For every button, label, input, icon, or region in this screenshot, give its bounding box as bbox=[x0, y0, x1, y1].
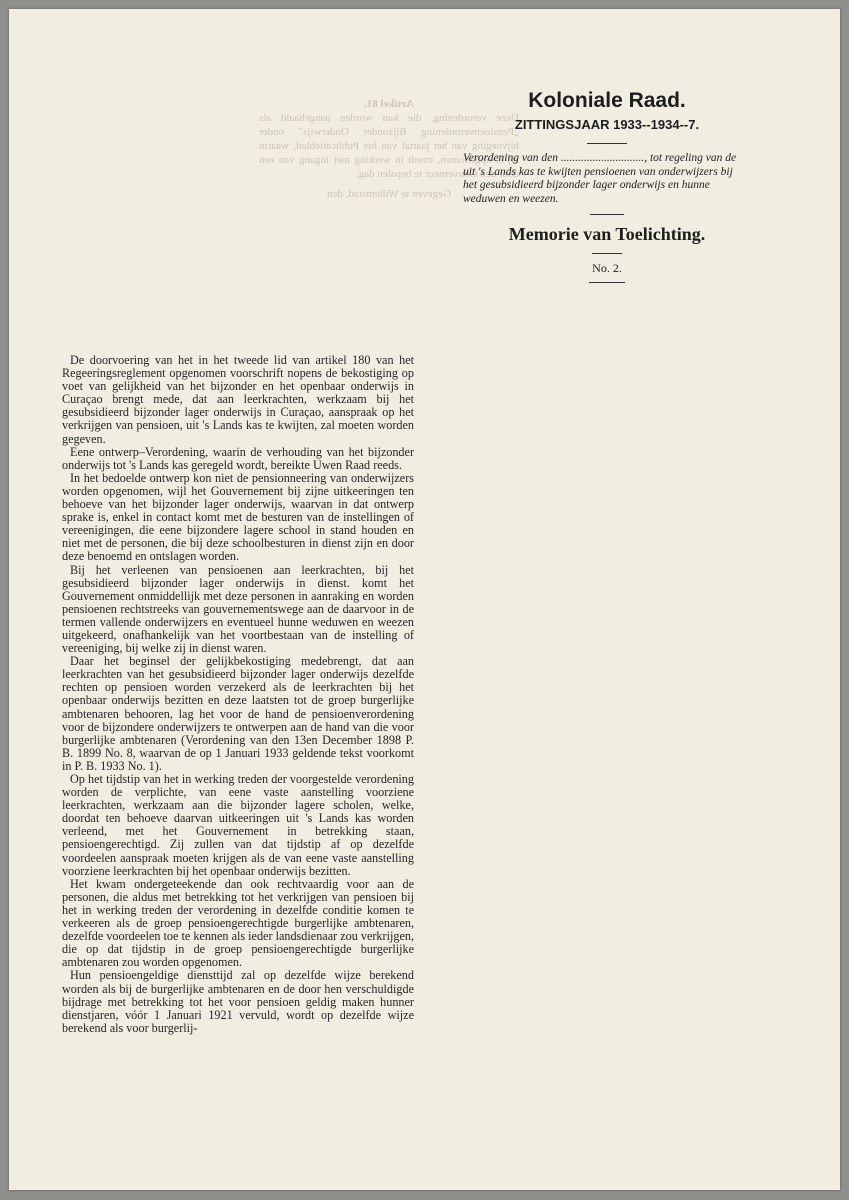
paragraph: Hun pensioengeldige diensttijd zal op dezelfde wijze berekend worden als bij de burgerlijke ambtenaren en de door hen verschuldigde bijdrage met betrekking tot het voor pensioen geldig maken hunner dienstjaren, vóór 1 Januari 1921 vervuld, wordt op dezelfde wijze berekend als voor burgerlij- bbox=[62, 968, 414, 1035]
paragraph: Daar het beginsel der gelijkbekostiging medebrengt, dat aan leerkrachten van het gesubsidieerd bijzonder lager onderwijs dezelfde rechten op pensioen worden verzekerd als de leerkrachten bij het openbaar onderwijs bezitten en deze laatsten tot de groep burgerlijke ambtenaren behooren, lag het voor de hand de pensioenverordening voor de bijzondere onderwijzers te ontwerpen aan de hand van die voor burgerlijke ambtenaren (Verordening van den 13en December 1898 P. B. 1899 No. 8, waarvan de op 1 Januari 1933 geldende tekst voorkomt in P. B. 1933 No. 1). bbox=[62, 654, 414, 773]
ordinance-subject: Verordening van den ............................., tot regeling van de uit 's Lands kas te kwijten pensioenen van onderwijzers bij het gesubsidieerd bijzonder lager onderwijs en hunne weduwen en weezen. bbox=[463, 152, 737, 205]
bleed-through-closing: Gegeven te Willemstad, den bbox=[327, 188, 451, 200]
document-number: No. 2. bbox=[592, 261, 622, 275]
document-page bbox=[9, 9, 840, 1190]
session-year: ZITTINGSJAAR 1933--1934--7. bbox=[514, 117, 700, 132]
paragraph: In het bedoelde ontwerp kon niet de pensionneering van onderwijzers worden opgenomen, wijl het Gouvernement bij zijne uitkeeringen ten behoeve van het bijzonder lager onderwijs, waarvan in dat ontwerp sprake is, enkel in contact komt met de besturen van de instellingen of vereenigingen, die eene bijzondere lagere school in stand houden en niet met de personen, die bij deze schoolbesturen in dienst zijn en door deze benoemd en ontslagen worden. bbox=[62, 470, 414, 564]
divider bbox=[587, 143, 627, 144]
document-header bbox=[457, 89, 757, 283]
memorie-heading: Memorie van Toelichting. bbox=[508, 224, 706, 244]
council-title: Koloniale Raad. bbox=[528, 89, 686, 112]
paragraph: Eene ontwerp–Verordening, waarin de verhouding van het bijzonder onderwijs tot 's Lands kas geregeld wordt, bereikte Uwen Raad reeds. bbox=[62, 444, 414, 472]
body-text bbox=[62, 354, 414, 1035]
divider bbox=[590, 214, 624, 215]
paragraph: Bij het verleenen van pensioenen aan leerkrachten, bij het gesubsidieerd bijzonder lager onderwijs in dienst. komt het Gouvernement onmiddellijk met deze personen in aanraking en worden pensioenen rechtstreeks van gouvernementswege aan de daarvoor in de termen vallende onderwijzers en eventueel hunne weduwen en weezen uitgekeerd, onafhankelijk van het voortbestaan van de instelling of vereeniging, bij welke zij in dienst waren. bbox=[62, 562, 414, 656]
paragraph: De doorvoering van het in het tweede lid van artikel 180 van het Regeeringsreglement opgenomen voorschrift nopens de bekostiging op voet van gelijkheid van het bijzonder en het openbaar onderwijs in Curaçao brengt mede, dat aan leerkrachten, werkzaam bij het gesubsidieerd bijzonder lager onderwijs in Curaçao, aanspraak op het verkrijgen van pensioen, uit 's Lands kas te kwijten, zal moeten worden gegeven. bbox=[62, 353, 414, 446]
divider bbox=[589, 282, 625, 283]
paragraph: Op het tijdstip van het in werking treden der voorgestelde verordening worden de verplichte, van eene vaste aanstelling voorziene leerkrachten, werkzaam aan die bijzonder lagere scholen, welke, doordat ten behoeve daarvan uitkeeringen uit 's Lands kas worden verleend, met het Gouvernement in betrekking staan, pensioengerechtigd. Zij zullen van dat tijdstip af op dezelfde voordeelen aanspraak moeten krijgen als de van eene vaste aanstelling voorziene leerkrachten bij het openbaar onderwijs bezitten. bbox=[62, 772, 414, 878]
paragraph: Het kwam ondergeteekende dan ook rechtvaardig voor aan de personen, die aldus met betrekking tot het verkrijgen van pensioen bij het in werking treden der verordening in dezelfde conditie komen te verkeeren als de groep pensioengerechtigde burgerlijke ambtenaren, dezelfde voordeelen toe te kennen als ieder landsdienaar zou verkrijgen, die op dat tijdstip in de groep pensioengerechtigde burgerlijke ambtenaren zou worden opgenomen. bbox=[62, 876, 414, 970]
bleed-through-title: Artikel 81. bbox=[363, 98, 415, 110]
divider bbox=[592, 253, 622, 254]
bleed-through-paragraph: Deze verordening, die kan worden aangehaald als „Pensioenverordening Bijzonder Onderwijs" onder bijvoeging van het jaartal van het Publicatieblad, waarin zij is opgenomen, treedt in werking met ingang van een door den Gouverneur te bepalen dag. bbox=[259, 112, 519, 180]
